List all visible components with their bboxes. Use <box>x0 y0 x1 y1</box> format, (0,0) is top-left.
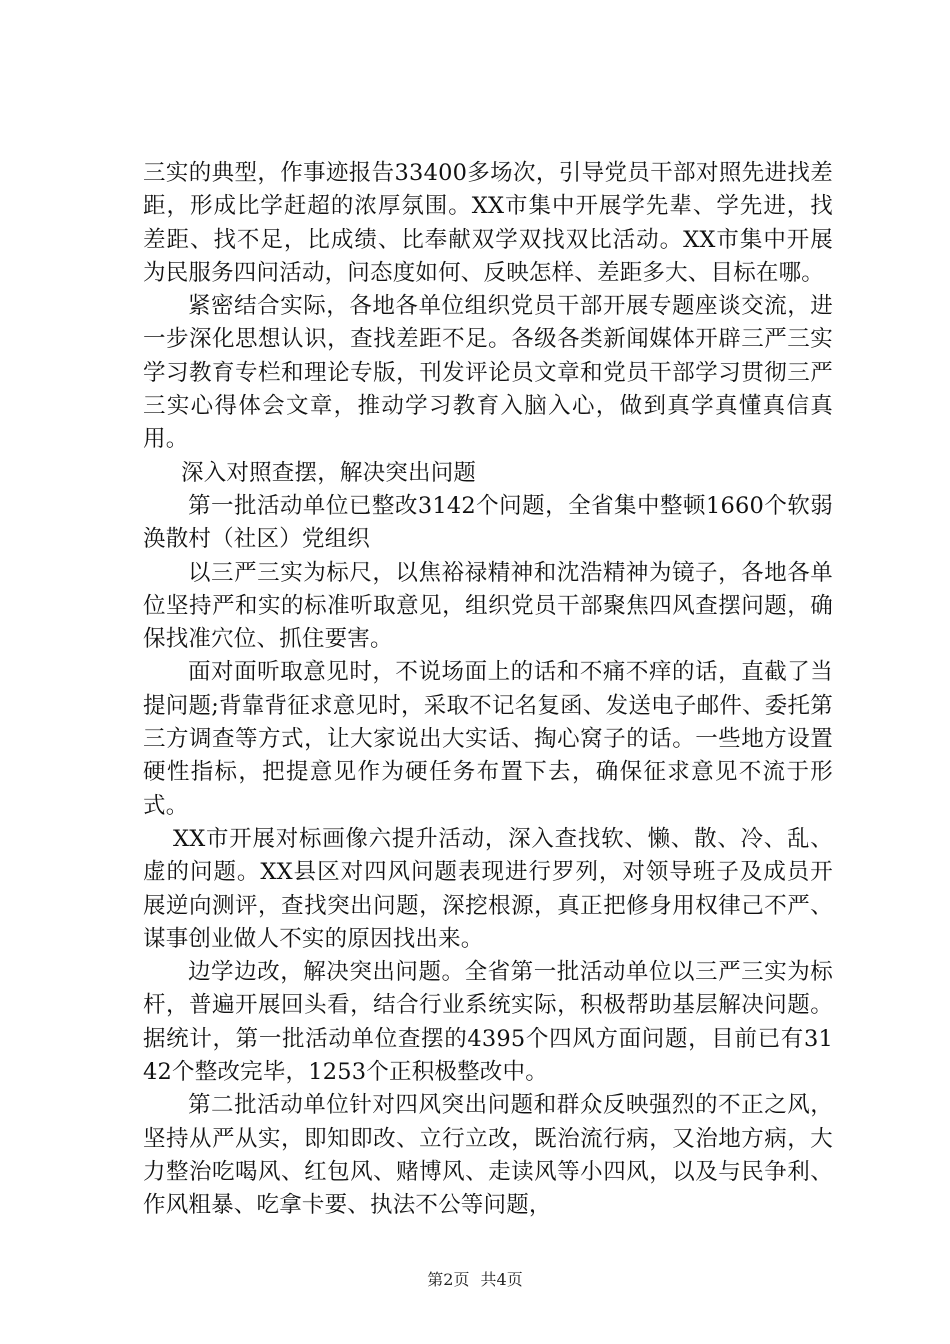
page-number: 第2页 <box>427 1270 470 1289</box>
page-footer <box>0 1270 950 1290</box>
paragraph-three-strict-standard: 以三严三实为标尺，以焦裕禄精神和沈浩精神为镜子，各地各单位坚持严和实的标准听取意见，组织党员干部聚焦四风查摆问题，确保找准穴位、抓住要害。 <box>143 559 833 653</box>
paragraph-face-to-face-opinions: 面对面听取意见时，不说场面上的话和不痛不痒的话，直截了当提问题;背靠背征求意见时，采取不记名复函、发送电子邮件、委托第三方调查等方式，让大家说出大实话、掏心窝子的话。一些地方设置硬性指标，把提意见作为硬任务布置下去，确保征求意见不流于形式。 <box>143 659 833 819</box>
section-heading-check-problems: 深入对照查摆，解决突出问题 <box>181 459 477 486</box>
paragraph-integrate-practice: 紧密结合实际，各地各单位组织党员干部开展专题座谈交流，进一步深化思想认识，查找差距不足。各级各类新闻媒体开辟三严三实学习教育专栏和理论专版，刊发评论员文章和党员干部学习贯彻三严三实心得体会文章，推动学习教育入脑入心，做到真学真懂真信真用。 <box>143 293 833 453</box>
paragraph-benchmark-activity: XX市开展对标画像六提升活动，深入查找软、懒、散、冷、乱、虚的问题。XX县区对四风问题表现进行罗列，对领导班子及成员开展逆向测评，查找突出问题，深挖根源，真正把修身用权律己不严、谋事创业做人不实的原因找出来。 <box>143 825 833 952</box>
paragraph-second-batch: 第二批活动单位针对四风突出问题和群众反映强烈的不正之风，坚持从严从实，即知即改、立行立改，既治流行病，又治地方病，大力整治吃喝风、红包风、赌博风、走读风等小四风，以及与民争利、作风粗暴、吃拿卡要、执法不公等问题， <box>143 1092 833 1219</box>
document-body <box>143 157 833 1223</box>
paragraph-typical-examples: 三实的典型，作事迹报告33400多场次，引导党员干部对照先进找差距，形成比学赶超的浓厚氛围。XX市集中开展学先辈、学先进，找差距、找不足，比成绩、比奉献双学双找双比活动。XX市集中开展为民服务四问活动，问态度如何、反映怎样、差距多大、目标在哪。 <box>143 160 833 286</box>
paragraph-learn-and-correct: 边学边改，解决突出问题。全省第一批活动单位以三严三实为标杆，普遍开展回头看，结合行业系统实际，积极帮助基层解决问题。据统计，第一批活动单位查摆的4395个四风方面问题，目前已有3142个整改完毕，1253个正积极整改中。 <box>143 959 833 1086</box>
paragraph-first-batch-summary: 第一批活动单位已整改3142个问题，全省集中整顿1660个软弱涣散村（社区）党组织 <box>143 492 833 553</box>
page-total: 共4页 <box>480 1270 523 1289</box>
